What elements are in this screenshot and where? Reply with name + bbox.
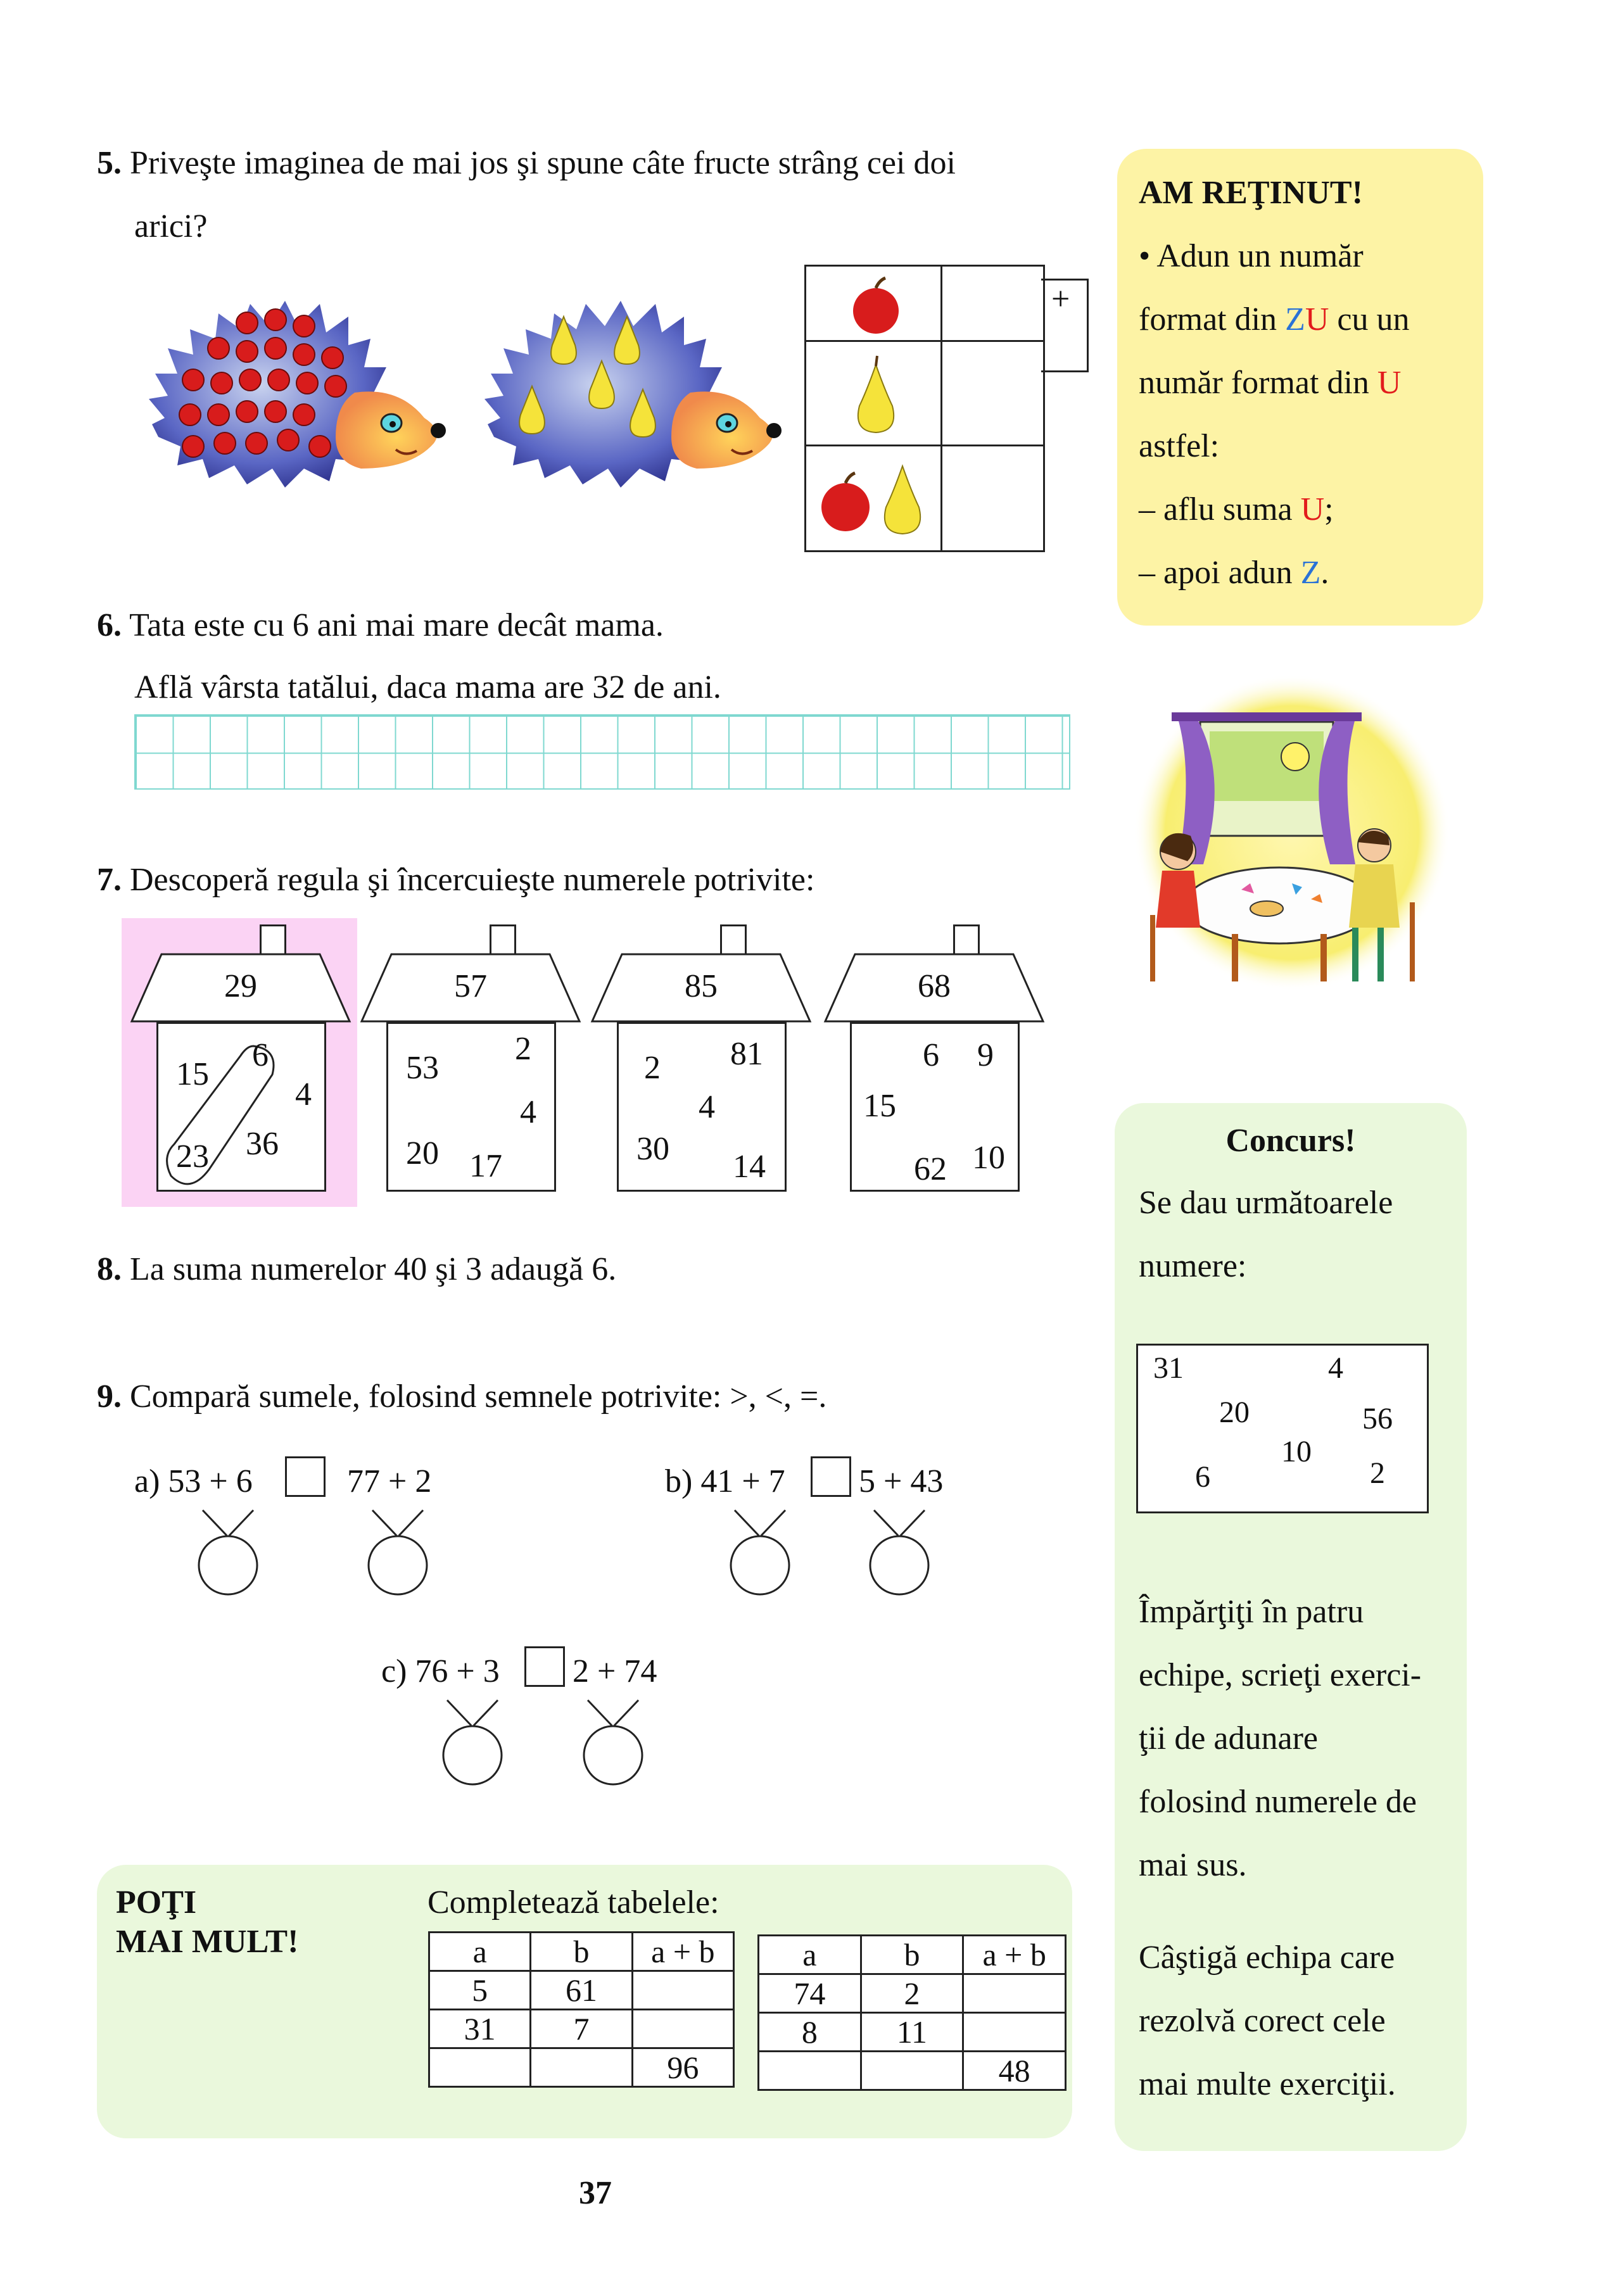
house-number[interactable]: 15: [176, 1056, 209, 1092]
fruit-table: [804, 265, 1045, 552]
table-cell: 31: [429, 2010, 531, 2048]
concurs-p3: ţii de adunare: [1139, 1720, 1318, 1757]
concurs-number: 6: [1195, 1460, 1210, 1494]
plus-sign: +: [1051, 281, 1070, 317]
ex9-c-right-circle[interactable]: [575, 1697, 651, 1786]
ex6-line1: 6. Tata este cu 6 ani mai mare decât mama.: [97, 607, 664, 643]
table-cell: 61: [531, 1971, 632, 2010]
table-cell[interactable]: [632, 1971, 733, 2010]
house-number[interactable]: 4: [699, 1089, 715, 1125]
table-cell: 11: [861, 2013, 963, 2052]
am-retinut-line3: număr format din U: [1139, 365, 1402, 401]
ex9-text: 9. Compară sumele, folosind semnele potrivite: >, <, =.: [97, 1378, 827, 1415]
house-number[interactable]: 6: [252, 1037, 269, 1073]
house-chimney: [490, 924, 516, 956]
house-number[interactable]: 2: [644, 1050, 661, 1086]
house-chimney: [720, 924, 747, 956]
table-cell: 74: [759, 1974, 861, 2013]
ex8-text: 8. La suma numerelor 40 şi 3 adaugă 6.: [97, 1251, 617, 1287]
concurs-number: 20: [1219, 1396, 1250, 1429]
table-cell: 2: [861, 1974, 963, 2013]
table-cell: 5: [429, 1971, 531, 2010]
am-retinut-title: AM REŢINUT!: [1139, 175, 1363, 211]
table-header-a: a: [429, 1933, 531, 1971]
concurs-number: 56: [1362, 1402, 1393, 1435]
am-retinut-line4: astfel:: [1139, 428, 1220, 464]
house-body: [617, 1022, 787, 1192]
concurs-title: Concurs!: [1225, 1123, 1356, 1159]
table-cell: 96: [632, 2048, 733, 2087]
concurs-number: 4: [1328, 1351, 1343, 1385]
table-header-b: b: [861, 1936, 963, 1974]
hedgehog-apples-illustration: [146, 279, 462, 494]
house-number[interactable]: 30: [636, 1131, 669, 1167]
house-number[interactable]: 81: [730, 1036, 763, 1072]
table-cell: 7: [531, 2010, 632, 2048]
house-body: [386, 1022, 556, 1192]
ex9-b-left-circle[interactable]: [722, 1507, 798, 1596]
house-2: [360, 924, 581, 1190]
ex9-a-left: a) 53 + 6: [134, 1463, 253, 1499]
addition-table-1: [428, 1931, 735, 2088]
ex7-text: 7. Descoperă regula şi încercuieşte numerele potrivite:: [97, 862, 815, 898]
concurs-numbers-box: [1136, 1344, 1429, 1513]
ex5-text-line1: 5. Priveşte imaginea de mai jos şi spune câte fructe strâng cei doi: [97, 145, 956, 181]
am-retinut-line5: – aflu suma U;: [1139, 491, 1334, 527]
table-cell: 8: [759, 2013, 861, 2052]
house-1: [130, 924, 351, 1190]
ex6-line2: Află vârsta tatălui, daca mama are 32 de ani.: [134, 669, 721, 705]
house-4: [823, 924, 1045, 1190]
concurs-p6: Câştigă echipa care: [1139, 1940, 1395, 1976]
concurs-p5: mai sus.: [1139, 1847, 1247, 1883]
concurs-p7: rezolvă corect cele: [1139, 2003, 1386, 2039]
ex9-b-left: b) 41 + 7: [665, 1463, 785, 1499]
concurs-p2: echipe, scrieţi exerci-: [1139, 1657, 1422, 1693]
am-retinut-line6: – apoi adun Z.: [1139, 555, 1329, 591]
ex9-b-right: 5 + 43: [859, 1463, 944, 1499]
house-number[interactable]: 17: [469, 1148, 502, 1184]
ex9-c-right: 2 + 74: [573, 1653, 657, 1689]
concurs-number: 10: [1281, 1435, 1312, 1468]
house-number[interactable]: 14: [733, 1149, 766, 1185]
table-cell[interactable]: [963, 1974, 1066, 2013]
house-number[interactable]: 15: [863, 1088, 896, 1124]
house-number[interactable]: 20: [406, 1135, 439, 1171]
house-roof-number: 57: [454, 968, 487, 1004]
house-number[interactable]: 36: [246, 1126, 279, 1162]
house-number[interactable]: 4: [520, 1094, 536, 1130]
ex9-a-right-circle[interactable]: [360, 1507, 436, 1596]
table-cell: 48: [963, 2052, 1066, 2090]
table-cell[interactable]: [429, 2048, 531, 2087]
house-roof-number: 68: [918, 968, 951, 1004]
plus-sign-box: [1041, 279, 1089, 372]
house-number[interactable]: 9: [977, 1037, 994, 1073]
hedgehog-pears-illustration: [481, 279, 798, 494]
house-chimney: [260, 924, 286, 956]
ex6-answer-grid[interactable]: [134, 714, 1070, 790]
concurs-p4: folosind numerele de: [1139, 1784, 1417, 1820]
table-header-sum: a + b: [632, 1933, 733, 1971]
apple-pear-icon: [814, 453, 937, 542]
concurs-line2: numere:: [1139, 1248, 1247, 1284]
poti-instruction: Completează tabelele:: [427, 1884, 719, 1921]
page-number: 37: [579, 2175, 612, 2211]
house-body: [850, 1022, 1020, 1192]
table-cell[interactable]: [632, 2010, 733, 2048]
table-header-a: a: [759, 1936, 861, 1974]
ex9-c-left-circle[interactable]: [434, 1697, 510, 1786]
concurs-number: 31: [1153, 1351, 1184, 1385]
house-roof-number: 29: [224, 968, 257, 1004]
table-header-b: b: [531, 1933, 632, 1971]
ex9-a-left-circle[interactable]: [190, 1507, 266, 1596]
poti-title-2: MAI MULT!: [116, 1924, 299, 1960]
concurs-number: 2: [1370, 1456, 1385, 1490]
concurs-p8: mai multe exerciţii.: [1139, 2066, 1396, 2102]
poti-title-1: POŢI: [116, 1884, 197, 1921]
am-retinut-line2: format din ZU cu un: [1139, 301, 1410, 337]
am-retinut-box: [1117, 149, 1483, 626]
table-cell[interactable]: [531, 2048, 632, 2087]
ex5-text-line2: arici?: [134, 208, 208, 244]
ex9-b-right-circle[interactable]: [861, 1507, 937, 1596]
concurs-p1: Împărţiţi în patru: [1139, 1594, 1364, 1630]
table-header-sum: a + b: [963, 1936, 1066, 1974]
house-number[interactable]: 53: [406, 1050, 439, 1086]
concurs-line1: Se dau următoarele: [1139, 1185, 1393, 1221]
addition-table-2: [757, 1934, 1067, 2091]
house-chimney: [953, 924, 980, 956]
house-3: [590, 924, 812, 1190]
ex9-c-compare-box[interactable]: [524, 1646, 565, 1687]
house-number[interactable]: 10: [972, 1140, 1005, 1176]
pear-icon: [851, 352, 901, 438]
ex9-a-compare-box[interactable]: [285, 1456, 326, 1497]
house-number[interactable]: 2: [515, 1031, 531, 1067]
house-number[interactable]: 6: [923, 1037, 939, 1073]
concurs-box: [1115, 1103, 1467, 2151]
apple-icon: [844, 274, 908, 337]
am-retinut-line1: • Adun un număr: [1139, 238, 1364, 274]
table-cell[interactable]: [963, 2013, 1066, 2052]
house-number[interactable]: 62: [914, 1151, 947, 1187]
ex9-a-right: 77 + 2: [347, 1463, 432, 1499]
ex9-c-left: c) 76 + 3: [381, 1653, 500, 1689]
table-cell[interactable]: [759, 2052, 861, 2090]
house-number[interactable]: 23: [176, 1139, 209, 1175]
house-roof-number: 85: [685, 968, 718, 1004]
family-table-illustration: [1127, 662, 1457, 991]
ex9-b-compare-box[interactable]: [811, 1456, 851, 1497]
house-number[interactable]: 4: [295, 1076, 312, 1113]
table-cell[interactable]: [861, 2052, 963, 2090]
house-body: [156, 1022, 326, 1192]
